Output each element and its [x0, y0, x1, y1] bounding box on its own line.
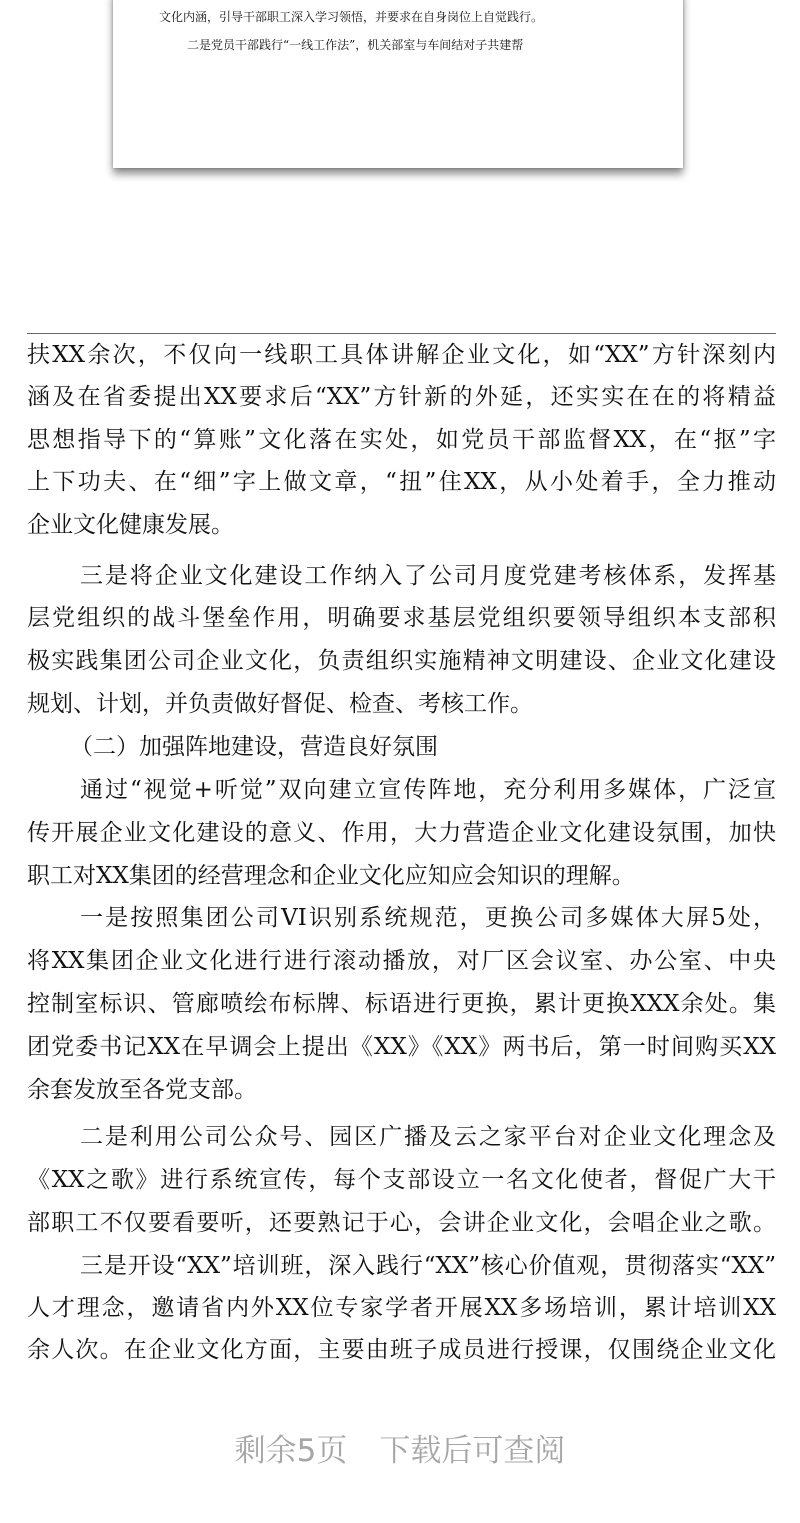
body-text-line: 极实践集团公司企业文化，负责组织实施精神文明建设、企业文化建设 — [27, 648, 776, 674]
section-heading: （二）加强阵地建设，营造良好氛围 — [70, 734, 438, 760]
body-text-line: 三是开设“XX”培训班，深入践行“XX”核心价值观，贯彻落实“XX” — [80, 1253, 776, 1279]
body-text-line: 余套发放至各党支部。 — [27, 1077, 257, 1103]
preview-line: 二是党员干部践行“一线工作法”，机关部室与车间结对子共建帮 — [187, 38, 524, 52]
page-divider — [27, 333, 776, 334]
body-text-line: 一是按照集团公司VI识别系统规范，更换公司多媒体大屏5处， — [80, 905, 776, 931]
preview-line: 文化内涵，引导干部职工深入学习领悟，并要求在自身岗位上自觉践行。 — [159, 10, 544, 24]
body-text-line: 规划、计划，并负责做好督促、检查、考核工作。 — [27, 691, 533, 717]
body-text-line: 层党组织的战斗堡垒作用，明确要求基层党组织要领导组织本支部积 — [27, 605, 776, 631]
download-to-view-label[interactable]: 下载后可查阅 — [379, 1433, 566, 1469]
body-text-line: 控制室标识、管廊喷绘布标牌、标语进行更换，累计更换XXX余处。集 — [27, 991, 776, 1017]
body-text-line: 思想指导下的“算账”文化落在实处，如党员干部监督XX，在“抠”字 — [27, 427, 776, 453]
body-text-line: 通过“视觉+听觉”双向建立宣传阵地，充分利用多媒体，广泛宣 — [80, 777, 776, 803]
body-text-line: 三是将企业文化建设工作纳入了公司月度党建考核体系，发挥基 — [80, 563, 776, 589]
body-text-line: 团党委书记XX在早调会上提出《XX》《XX》两书后，第一时间购买XX — [27, 1034, 776, 1060]
download-prompt[interactable] — [0, 1425, 800, 1470]
body-text-line: 余人次。在企业文化方面，主要由班子成员进行授课，仅围绕企业文化 — [27, 1337, 776, 1363]
body-text-line: 部职工不仅要看要听，还要熟记于心，会讲企业文化，会唱企业之歌。 — [27, 1210, 776, 1236]
body-text-line: 传开展企业文化建设的意义、作用，大力营造企业文化建设氛围，加快 — [27, 820, 776, 846]
body-text-line: 企业文化健康发展。 — [27, 512, 234, 538]
body-text-line: 《XX之歌》进行系统宣传，每个支部设立一名文化使者，督促广大干 — [27, 1167, 776, 1193]
body-text-line: 职工对XX集团的经营理念和企业文化应知应会知识的理解。 — [27, 863, 635, 889]
body-text-line: 二是利用公司公众号、园区广播及云之家平台对企业文化理念及 — [80, 1124, 776, 1150]
body-text-line: 涵及在省委提出XX要求后“XX”方针新的外延，还实实在在的将精益 — [27, 384, 776, 410]
preview-page-card — [113, 0, 683, 168]
body-text-line: 人才理念，邀请省内外XX位专家学者开展XX多场培训，累计培训XX — [27, 1295, 776, 1321]
body-text-line: 上下功夫、在“细”字上做文章，“扭”住XX，从小处着手，全力推动 — [27, 469, 776, 495]
body-text-line: 扶XX余次，不仅向一线职工具体讲解企业文化，如“XX”方针深刻内 — [27, 342, 776, 368]
remaining-pages-label: 剩余5页 — [234, 1433, 348, 1469]
body-text-line: 将XX集团企业文化进行进行滚动播放，对厂区会议室、办公室、中央 — [27, 948, 776, 974]
